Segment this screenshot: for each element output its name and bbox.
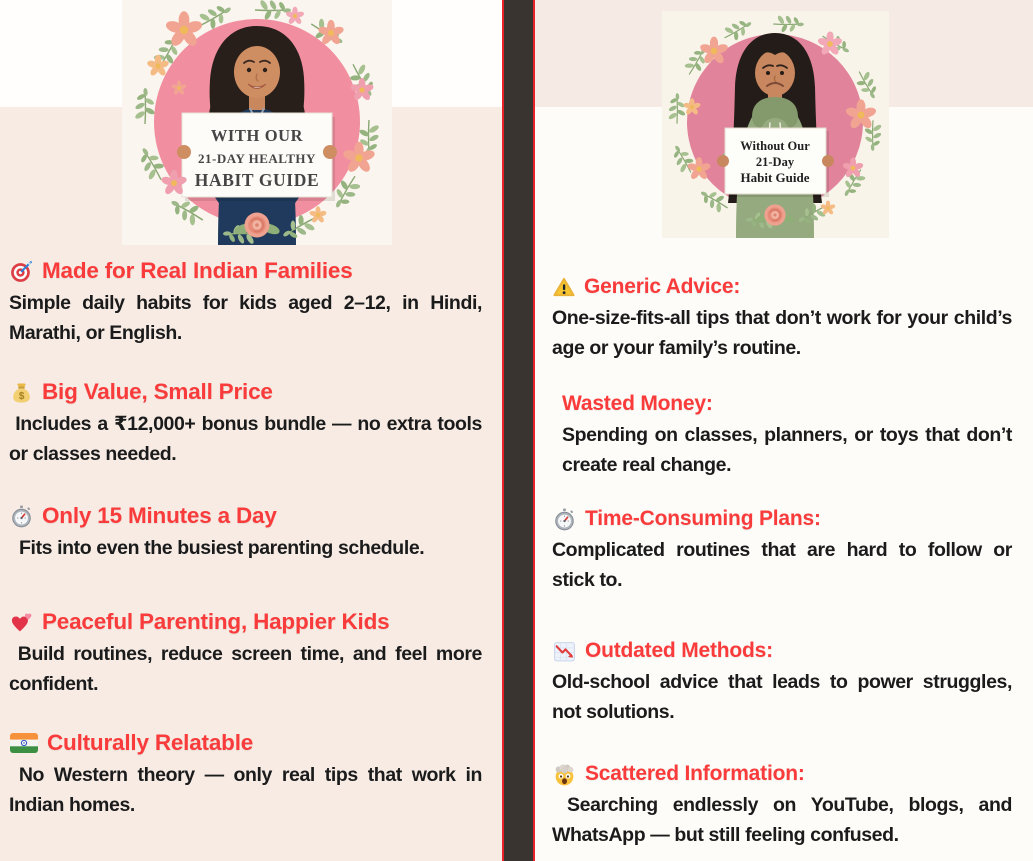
benefit-body: Simple daily habits for kids aged 2–12, in Hindi, Marathi, or English. xyxy=(9,292,482,344)
benefit-title-text: Peaceful Parenting, Happier Kids xyxy=(42,609,390,634)
happy-mom-wreath-image xyxy=(122,0,392,245)
benefit-section xyxy=(9,728,482,820)
benefit-section xyxy=(9,256,482,348)
benefit-body: No Western theory — only real tips that work in Indian homes. xyxy=(9,764,482,816)
problem-section xyxy=(552,637,1012,727)
benefit-title xyxy=(9,501,482,531)
svg-text:$: $ xyxy=(18,390,25,402)
stopwatch-icon xyxy=(9,504,34,529)
problem-body: Searching endlessly on YouTube, blogs, and WhatsApp — but still feeling confused. xyxy=(552,794,1012,846)
without-guide-panel xyxy=(535,0,1033,861)
with-sign-line-1: WITH OUR xyxy=(210,126,304,145)
problem-title-text: Outdated Methods: xyxy=(585,639,773,662)
benefit-title-text: Made for Real Indian Families xyxy=(42,258,353,283)
benefit-body: Fits into even the busiest parenting schedule. xyxy=(9,537,425,559)
benefit-title xyxy=(9,728,482,758)
benefit-title-text: Big Value, Small Price xyxy=(42,379,273,404)
benefit-section xyxy=(9,501,482,563)
problem-body: Spending on classes, planners, or toys that don’t create real change. xyxy=(562,424,1012,476)
problem-title xyxy=(562,390,1012,418)
benefit-title-text: Only 15 Minutes a Day xyxy=(42,503,277,528)
problem-title-text: Wasted Money: xyxy=(562,392,713,415)
problem-title xyxy=(552,505,1012,533)
chart-decreasing-icon xyxy=(552,639,577,664)
with-guide-benefits xyxy=(0,256,502,849)
benefit-body: Includes a ₹12,000+ bonus bundle — no extra tools or classes needed. xyxy=(9,413,482,465)
problem-title-text: Time-Consuming Plans: xyxy=(585,507,821,530)
without-guide-illustration xyxy=(662,11,889,238)
problem-section xyxy=(552,505,1012,595)
target-icon xyxy=(9,259,34,284)
india-flag-icon xyxy=(9,732,39,754)
problem-title xyxy=(552,637,1012,665)
problem-title-text: Scattered Information: xyxy=(585,762,805,785)
without-sign-line-3: Habit Guide xyxy=(740,170,810,185)
two-hearts-icon xyxy=(9,610,34,635)
problem-body: Complicated routines that are hard to follow or stick to. xyxy=(552,539,1012,591)
problem-body: One-size-fits-all tips that don’t work for your child’s age or your family’s routine. xyxy=(552,307,1012,359)
stopwatch-icon xyxy=(552,507,577,532)
without-sign-line-2: 21-Day xyxy=(755,155,795,169)
sad-mom-wreath-image xyxy=(662,11,889,238)
benefit-title xyxy=(9,607,482,637)
money-bag-icon xyxy=(9,380,34,405)
without-sign-line-1: Without Our xyxy=(740,139,810,153)
without-guide-problems xyxy=(535,273,1033,861)
problem-section xyxy=(552,390,1012,480)
benefit-body: Build routines, reduce screen time, and feel more confident. xyxy=(9,643,482,695)
warning-icon xyxy=(552,276,576,299)
exploding-head-icon xyxy=(552,762,577,787)
with-guide-illustration xyxy=(122,0,392,245)
benefit-section xyxy=(9,377,482,469)
benefit-section xyxy=(9,607,482,699)
column-divider xyxy=(502,0,535,861)
problem-title xyxy=(552,760,1012,788)
problem-title-text: Generic Advice: xyxy=(584,275,741,298)
problem-section xyxy=(552,760,1012,850)
with-guide-panel xyxy=(0,0,502,861)
problem-body: Old-school advice that leads to power struggles, not solutions. xyxy=(552,671,1012,723)
problem-title xyxy=(552,273,1012,301)
benefit-title-text: Culturally Relatable xyxy=(47,730,254,755)
problem-section xyxy=(552,273,1012,363)
benefit-title xyxy=(9,256,482,286)
with-sign-line-3: HABIT GUIDE xyxy=(194,170,320,190)
with-sign-line-2: 21-DAY HEALTHY xyxy=(198,151,316,166)
benefit-title xyxy=(9,377,482,407)
